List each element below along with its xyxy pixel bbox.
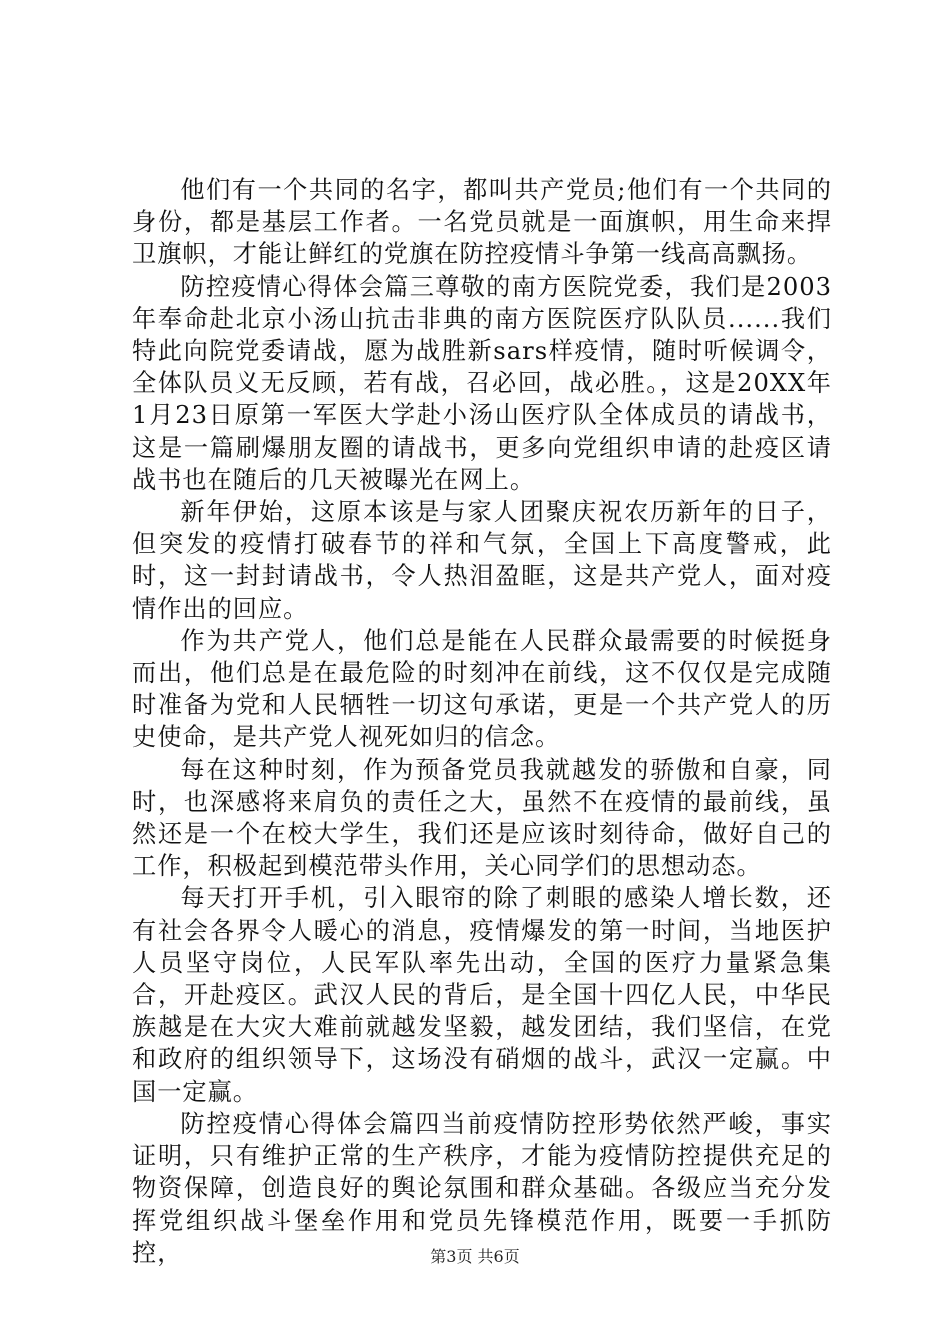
paragraph: 每天打开手机，引入眼帘的除了刺眼的感染人增长数，还有社会各界令人暖心的消息，疫情爆发的第一时间，当地医护人员坚守岗位，人民军队率先出动，全国的医疗力量紧急集合，开赴疫区。武汉人民的背后，是全国十四亿人民，中华民族越是在大灾大难前就越发坚毅，越发团结，我们坚信，在党和政府的组织领导下，这场没有硝烟的战斗，武汉一定赢。中国一定赢。 — [132, 884, 832, 1106]
paragraph: 防控疫情心得体会篇三尊敬的南方医院党委，我们是2003年奉命赴北京小汤山抗击非典的南方医院医疗队队员......我们特此向院党委请战，愿为战胜新sars样疫情，随时听候调令，全体队员义无反顾，若有战，召必回，战必胜。，这是20XX年1月23日原第一军医大学赴小汤山医疗队全体成员的请战书，这是一篇刷爆朋友圈的请战书，更多向党组织申请的赴疫区请战书也在随后的几天被曝光在网上。 — [132, 272, 832, 494]
paragraph: 防控疫情心得体会篇四当前疫情防控形势依然严峻，事实证明，只有维护正常的生产秩序，才能为疫情防控提供充足的物资保障，创造良好的舆论氛围和群众基础。各级应当充分发挥党组织战斗堡垒作用和党员先锋模范作用，既要一手抓防控， — [132, 1109, 832, 1267]
document-body — [132, 174, 832, 1269]
paragraph: 新年伊始，这原本该是与家人团聚庆祝农历新年的日子，但突发的疫情打破春节的祥和气氛，全国上下高度警戒，此时，这一封封请战书，令人热泪盈眶，这是共产党人，面对疫情作出的回应。 — [132, 498, 832, 623]
paragraph: 作为共产党人，他们总是能在人民群众最需要的时候挺身而出，他们总是在最危险的时刻冲在前线，这不仅仅是完成随时准备为党和人民牺牲一切这句承诺，更是一个共产党人的历史使命，是共产党人视死如归的信念。 — [132, 626, 832, 752]
paragraph: 他们有一个共同的名字，都叫共产党员;他们有一个共同的身份，都是基层工作者。一名党员就是一面旗帜，用生命来捍卫旗帜，才能让鲜红的党旗在防控疫情斗争第一线高高飘扬。 — [132, 176, 832, 269]
page-number-footer: 第3页 共6页 — [430, 1247, 520, 1266]
paragraph: 每在这种时刻，作为预备党员我就越发的骄傲和自豪，同时，也深感将来肩负的责任之大，虽然不在疫情的最前线，虽然还是一个在校大学生，我们还是应该时刻待命，做好自己的工作，积极起到模范带头作用，关心同学们的思想动态。 — [132, 755, 832, 881]
